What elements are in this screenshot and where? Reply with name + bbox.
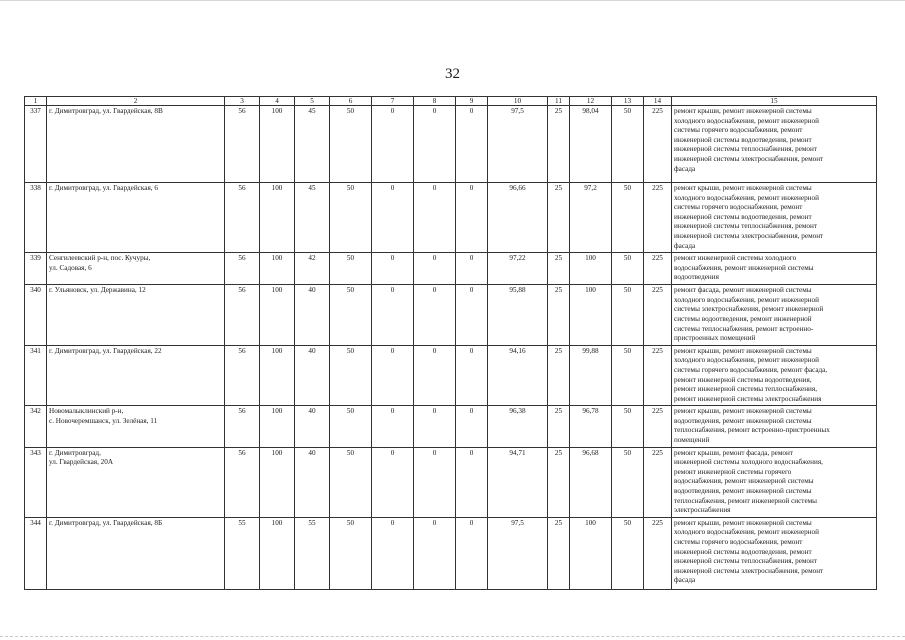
value-cell-c5: 40 bbox=[295, 285, 330, 346]
works-cell bbox=[672, 106, 877, 183]
value-cell-c12: 100 bbox=[570, 285, 612, 346]
value-cell-c7: 0 bbox=[372, 517, 414, 589]
row-number: 343 bbox=[25, 447, 47, 517]
table-row bbox=[25, 285, 877, 346]
address-line: г. Димитровград, ул. Гвардейская, 8В bbox=[49, 107, 163, 115]
column-header-4: 4 bbox=[260, 97, 295, 106]
value-cell-c8: 0 bbox=[414, 447, 456, 517]
top-scan-line bbox=[0, 0, 905, 3]
works-line: водоотведения, ремонт инженерной системы bbox=[674, 487, 812, 496]
value-cell-c10: 97,5 bbox=[488, 106, 548, 183]
address-line: г. Димитровград, bbox=[49, 448, 101, 457]
works-line: водоснабжения, ремонт инженерной системы bbox=[674, 263, 814, 272]
value-cell-c12: 96,78 bbox=[570, 406, 612, 447]
value-cell-c4: 100 bbox=[260, 285, 295, 346]
value-cell-c13: 50 bbox=[612, 517, 644, 589]
works-line: системы горячего водоснабжения, ремонт bbox=[674, 538, 803, 546]
works-line: системы водоотведения, ремонт инженерной bbox=[674, 314, 812, 323]
works-line: инженерной системы электроснабжения, ремонт bbox=[674, 154, 824, 163]
works-line: ремонт крыши, ремонт инженерной системы bbox=[674, 184, 812, 192]
address-line: ул. Садовая, 6 bbox=[49, 263, 92, 272]
value-cell-c9: 0 bbox=[456, 517, 488, 589]
value-cell-c12: 100 bbox=[570, 253, 612, 285]
value-cell-c4: 100 bbox=[260, 106, 295, 183]
column-header-1: 1 bbox=[25, 97, 47, 106]
works-cell bbox=[672, 285, 877, 346]
works-line: инженерной системы электроснабжения, ремонт bbox=[674, 566, 824, 575]
column-header-9: 9 bbox=[456, 97, 488, 106]
works-line: фасада bbox=[674, 241, 696, 250]
works-line: системы горячего водоснабжения, ремонт bbox=[674, 126, 803, 135]
value-cell-c13: 50 bbox=[612, 406, 644, 447]
value-cell-c14: 225 bbox=[644, 285, 672, 346]
value-cell-c11: 25 bbox=[548, 106, 570, 183]
address-line: Новомалыклинский р-н, bbox=[49, 407, 124, 416]
works-line: ремонт крыши, ремонт инженерной системы bbox=[674, 407, 812, 416]
value-cell-c7: 0 bbox=[372, 183, 414, 253]
value-cell-c9: 0 bbox=[456, 345, 488, 406]
works-line: ремонт крыши, ремонт инженерной системы bbox=[674, 346, 812, 355]
value-cell-c12: 97,2 bbox=[570, 183, 612, 253]
row-number: 339 bbox=[25, 253, 47, 285]
works-cell bbox=[672, 183, 877, 253]
value-cell-c6: 50 bbox=[330, 253, 372, 285]
value-cell-c5: 45 bbox=[295, 183, 330, 253]
value-cell-c8: 0 bbox=[414, 183, 456, 253]
works-line: пристроенных помещений bbox=[674, 334, 756, 343]
works-line: теплоснабжения, ремонт встроенно-пристроенных bbox=[674, 426, 830, 435]
table-row bbox=[25, 447, 877, 517]
value-cell-c8: 0 bbox=[414, 106, 456, 183]
works-cell bbox=[672, 406, 877, 447]
value-cell-c9: 0 bbox=[456, 447, 488, 517]
value-cell-c7: 0 bbox=[372, 406, 414, 447]
works-line: системы горячего водоснабжения, ремонт bbox=[674, 203, 803, 212]
value-cell-c3: 56 bbox=[225, 285, 260, 346]
value-cell-c5: 40 bbox=[295, 406, 330, 447]
value-cell-c11: 25 bbox=[548, 517, 570, 589]
value-cell-c8: 0 bbox=[414, 406, 456, 447]
column-header-13: 13 bbox=[612, 97, 644, 106]
value-cell-c6: 50 bbox=[330, 447, 372, 517]
column-header-7: 7 bbox=[372, 97, 414, 106]
value-cell-c13: 50 bbox=[612, 183, 644, 253]
value-cell-c11: 25 bbox=[548, 406, 570, 447]
value-cell-c14: 225 bbox=[644, 447, 672, 517]
works-line: ремонт инженерной системы водоотведения, bbox=[674, 375, 812, 384]
value-cell-c11: 25 bbox=[548, 285, 570, 346]
column-header-3: 3 bbox=[225, 97, 260, 106]
value-cell-c4: 100 bbox=[260, 447, 295, 517]
row-number: 341 bbox=[25, 345, 47, 406]
address-cell bbox=[47, 183, 225, 253]
address-line: г. Димитровград, ул. Гвардейская, 22 bbox=[49, 346, 162, 355]
value-cell-c10: 96,38 bbox=[488, 406, 548, 447]
works-line: холодного водоснабжения, ремонт инженерной bbox=[674, 193, 819, 202]
value-cell-c8: 0 bbox=[414, 285, 456, 346]
works-line: фасада bbox=[674, 576, 696, 585]
value-cell-c8: 0 bbox=[414, 345, 456, 406]
value-cell-c6: 50 bbox=[330, 345, 372, 406]
value-cell-c13: 50 bbox=[612, 345, 644, 406]
value-cell-c13: 50 bbox=[612, 285, 644, 346]
value-cell-c7: 0 bbox=[372, 345, 414, 406]
works-line: холодного водоснабжения, ремонт инженерной bbox=[674, 356, 819, 365]
value-cell-c10: 95,88 bbox=[488, 285, 548, 346]
value-cell-c5: 40 bbox=[295, 447, 330, 517]
column-header-10: 10 bbox=[488, 97, 548, 106]
row-number: 342 bbox=[25, 406, 47, 447]
address-line: г. Димитровград, ул. Гвардейская, 8Б bbox=[49, 518, 163, 527]
value-cell-c3: 56 bbox=[225, 406, 260, 447]
value-cell-c13: 50 bbox=[612, 253, 644, 285]
address-line: ул. Гвардейская, 20А bbox=[49, 458, 114, 467]
value-cell-c14: 225 bbox=[644, 517, 672, 589]
works-line: водоотведения, ремонт инженерной системы bbox=[674, 416, 812, 425]
value-cell-c5: 55 bbox=[295, 517, 330, 589]
value-cell-c4: 100 bbox=[260, 345, 295, 406]
table-row bbox=[25, 517, 877, 589]
value-cell-c6: 50 bbox=[330, 406, 372, 447]
value-cell-c5: 42 bbox=[295, 253, 330, 285]
column-header-14: 14 bbox=[644, 97, 672, 106]
column-header-8: 8 bbox=[414, 97, 456, 106]
works-line: ремонт инженерной системы электроснабжения bbox=[674, 394, 822, 403]
page-number: 32 bbox=[445, 66, 460, 82]
value-cell-c9: 0 bbox=[456, 406, 488, 447]
works-line: системы горячего водоснабжения, ремонт фасада, bbox=[674, 365, 828, 374]
value-cell-c14: 225 bbox=[644, 183, 672, 253]
works-line: ремонт фасада, ремонт инженерной системы bbox=[674, 286, 812, 295]
table-row bbox=[25, 253, 877, 285]
value-cell-c14: 225 bbox=[644, 406, 672, 447]
column-header-5: 5 bbox=[295, 97, 330, 106]
value-cell-c7: 0 bbox=[372, 285, 414, 346]
column-header-15: 15 bbox=[672, 97, 877, 106]
value-cell-c10: 94,71 bbox=[488, 447, 548, 517]
address-cell bbox=[47, 106, 225, 183]
table-row bbox=[25, 183, 877, 253]
address-line: Сенгилеевский р-н, пос. Кучуры, bbox=[49, 254, 151, 263]
works-line: инженерной системы водоотведения, ремонт bbox=[674, 212, 812, 221]
value-cell-c11: 25 bbox=[548, 253, 570, 285]
buildings-table bbox=[24, 96, 877, 590]
value-cell-c3: 56 bbox=[225, 253, 260, 285]
value-cell-c6: 50 bbox=[330, 106, 372, 183]
value-cell-c13: 50 bbox=[612, 106, 644, 183]
value-cell-c13: 50 bbox=[612, 447, 644, 517]
value-cell-c4: 100 bbox=[260, 253, 295, 285]
works-cell bbox=[672, 253, 877, 285]
value-cell-c4: 100 bbox=[260, 517, 295, 589]
works-line: холодного водоснабжения, ремонт инженерной bbox=[674, 116, 819, 125]
value-cell-c8: 0 bbox=[414, 517, 456, 589]
value-cell-c3: 56 bbox=[225, 345, 260, 406]
works-line: ремонт крыши, ремонт инженерной системы bbox=[674, 518, 812, 527]
value-cell-c7: 0 bbox=[372, 106, 414, 183]
works-line: ремонт инженерной системы теплоснабжения, bbox=[674, 385, 818, 394]
row-number: 340 bbox=[25, 285, 47, 346]
works-line: водоснабжения, ремонт инженерной системы bbox=[674, 477, 814, 486]
address-cell bbox=[47, 285, 225, 346]
address-line: с. Новочеремшанск, ул. Зелёная, 11 bbox=[49, 416, 158, 425]
row-number: 344 bbox=[25, 517, 47, 589]
address-cell bbox=[47, 447, 225, 517]
column-header-2: 2 bbox=[47, 97, 225, 106]
column-header-6: 6 bbox=[330, 97, 372, 106]
value-cell-c4: 100 bbox=[260, 406, 295, 447]
works-line: инженерной системы электроснабжения, ремонт bbox=[674, 231, 824, 240]
works-line: инженерной системы теплоснабжения, ремонт bbox=[674, 222, 818, 231]
value-cell-c6: 50 bbox=[330, 183, 372, 253]
works-cell bbox=[672, 517, 877, 589]
value-cell-c3: 55 bbox=[225, 517, 260, 589]
address-cell bbox=[47, 517, 225, 589]
value-cell-c6: 50 bbox=[330, 517, 372, 589]
value-cell-c4: 100 bbox=[260, 183, 295, 253]
value-cell-c3: 56 bbox=[225, 183, 260, 253]
value-cell-c10: 94,16 bbox=[488, 345, 548, 406]
address-cell bbox=[47, 345, 225, 406]
header-row bbox=[25, 97, 877, 106]
value-cell-c11: 25 bbox=[548, 183, 570, 253]
value-cell-c12: 100 bbox=[570, 517, 612, 589]
value-cell-c7: 0 bbox=[372, 253, 414, 285]
works-line: ремонт инженерной системы холодного bbox=[674, 254, 797, 263]
value-cell-c10: 96,66 bbox=[488, 183, 548, 253]
works-line: фасада bbox=[674, 164, 696, 173]
works-line: ремонт инженерной системы горячего bbox=[674, 467, 792, 476]
works-line: холодного водоснабжения, ремонт инженерной bbox=[674, 295, 819, 304]
row-number: 338 bbox=[25, 183, 47, 253]
works-line: инженерной системы водоотведения, ремонт bbox=[674, 135, 812, 144]
works-line: инженерной системы водоотведения, ремонт bbox=[674, 547, 812, 556]
works-line: системы электроснабжения, ремонт инженерной bbox=[674, 305, 824, 314]
address-line: г. Димитровград, ул. Гвардейская, 6 bbox=[49, 184, 158, 192]
works-line: холодного водоснабжения, ремонт инженерной bbox=[674, 528, 819, 537]
address-cell bbox=[47, 406, 225, 447]
address-line: г. Ульяновск, ул. Державина, 12 bbox=[49, 286, 146, 295]
value-cell-c9: 0 bbox=[456, 106, 488, 183]
value-cell-c3: 56 bbox=[225, 447, 260, 517]
works-line: теплоснабжения, ремонт инженерной системы bbox=[674, 496, 818, 505]
works-cell bbox=[672, 447, 877, 517]
works-line: электроснабжения bbox=[674, 506, 731, 515]
value-cell-c3: 56 bbox=[225, 106, 260, 183]
value-cell-c14: 225 bbox=[644, 253, 672, 285]
works-line: инженерной системы теплоснабжения, ремонт bbox=[674, 145, 818, 154]
column-header-11: 11 bbox=[548, 97, 570, 106]
address-cell bbox=[47, 253, 225, 285]
value-cell-c11: 25 bbox=[548, 345, 570, 406]
value-cell-c6: 50 bbox=[330, 285, 372, 346]
value-cell-c5: 40 bbox=[295, 345, 330, 406]
value-cell-c12: 98,04 bbox=[570, 106, 612, 183]
works-line: инженерной системы холодного водоснабжения, bbox=[674, 458, 823, 467]
value-cell-c5: 45 bbox=[295, 106, 330, 183]
value-cell-c11: 25 bbox=[548, 447, 570, 517]
column-header-12: 12 bbox=[570, 97, 612, 106]
value-cell-c9: 0 bbox=[456, 285, 488, 346]
value-cell-c9: 0 bbox=[456, 253, 488, 285]
value-cell-c12: 99,88 bbox=[570, 345, 612, 406]
table-row bbox=[25, 345, 877, 406]
table-row bbox=[25, 406, 877, 447]
value-cell-c9: 0 bbox=[456, 183, 488, 253]
value-cell-c10: 97,22 bbox=[488, 253, 548, 285]
table-row bbox=[25, 106, 877, 183]
works-line: ремонт крыши, ремонт фасада, ремонт bbox=[674, 448, 793, 457]
value-cell-c10: 97,5 bbox=[488, 517, 548, 589]
value-cell-c8: 0 bbox=[414, 253, 456, 285]
works-line: системы теплоснабжения, ремонт встроенно- bbox=[674, 324, 814, 333]
works-line: инженерной системы теплоснабжения, ремонт bbox=[674, 557, 818, 566]
value-cell-c14: 225 bbox=[644, 106, 672, 183]
bottom-scan-line bbox=[0, 636, 905, 638]
value-cell-c7: 0 bbox=[372, 447, 414, 517]
works-line: ремонт крыши, ремонт инженерной системы bbox=[674, 107, 812, 115]
row-number: 337 bbox=[25, 106, 47, 183]
value-cell-c14: 225 bbox=[644, 345, 672, 406]
works-line: помещений bbox=[674, 436, 710, 445]
works-cell bbox=[672, 345, 877, 406]
works-line: водоотведения bbox=[674, 273, 719, 282]
value-cell-c12: 96,68 bbox=[570, 447, 612, 517]
